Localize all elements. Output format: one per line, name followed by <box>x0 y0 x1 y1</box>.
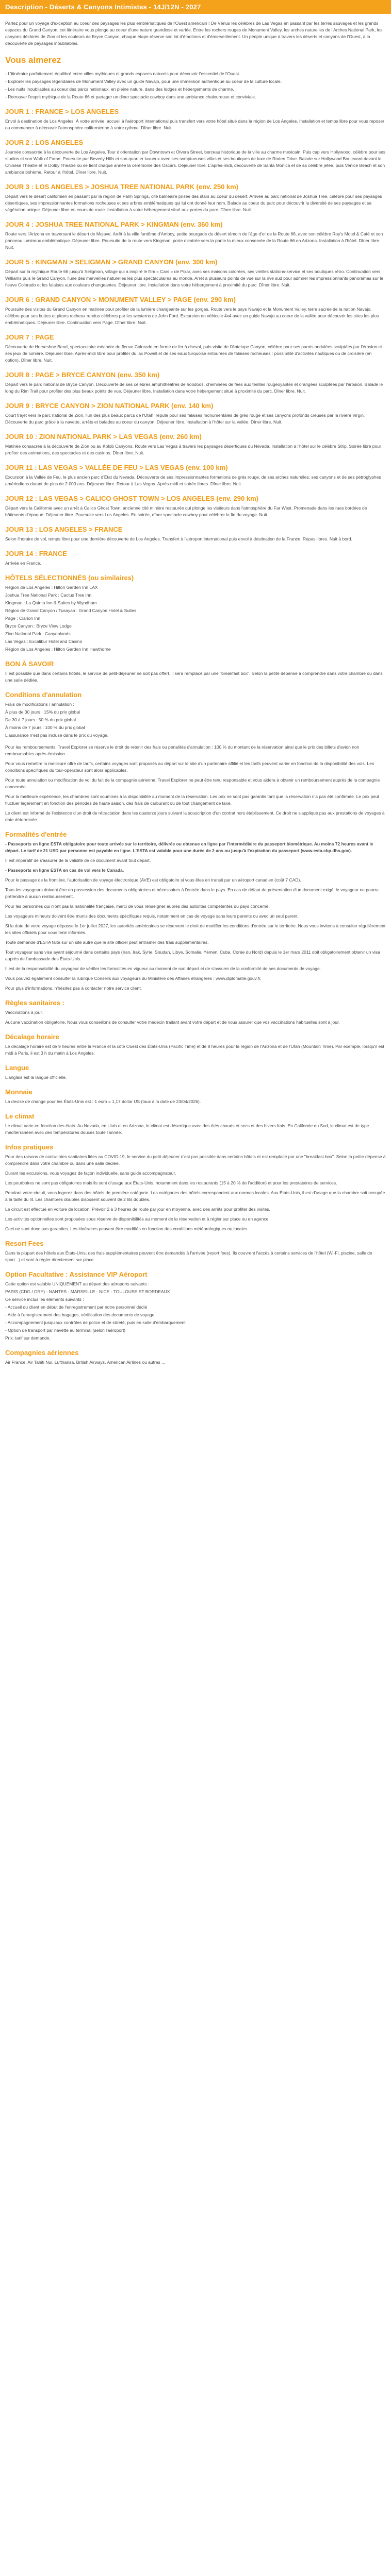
annulation-paragraph: Le client est informé de l'existence d'un droit de rétractation dans les quatorze jours suivant la souscription d'un contrat hors établissement. Ce droit ne s'applique pas aux prestations de voyages à date déterminée. <box>5 810 385 822</box>
day-title: JOUR 13 : LOS ANGELES > FRANCE <box>5 526 123 533</box>
section-title-sanitaires: Règles sanitaires : <box>5 999 64 1007</box>
infos-paragraph: Les pourboires ne sont pas obligatoires mais ils sont d'usage aux États-Unis, notamment dans les restaurants (15 à 20 % de l'addition) et pour les prestataires de services. <box>5 1180 337 1185</box>
intro-text: Partez pour un voyage d'exception au coeur des paysages les plus emblématiques de l'Ouest américain ! De Vénus les célèbres de Las Vegas en passant par les terres sauvages et les grands espaces du Grand Canyon, cet itinéraire vous plonge au coeur d'une nature grandiose et variée. Entre les rochers rouges de Monument Valley, les arches naturelles de l'Arches National Park, les canyons déchirés de Zion et les couleurs de Bryce Canyon, chaque étape réserve son lot d'émotions et d'émerveillement. Un périple unique à travers les déserts et canyons de l'Ouest, à la découverte de paysages inoubliables. <box>5 21 383 46</box>
option-assistance-list <box>5 1281 386 1342</box>
hotels-list <box>5 584 386 653</box>
section-title-vous-aimerez: Vous aimerez <box>5 55 61 65</box>
section-title-option-assistance: Option Facultative : Assistance VIP Aéroport <box>5 1270 148 1278</box>
formalites-paragraph: Vous pouvez également consulter la rubrique Conseils aux voyageurs du Ministère des Affaires étrangères : www.diplomatie.gouv.fr. <box>5 976 262 981</box>
list-item: - L'itinéraire parfaitement équilibré entre villes mythiques et grands espaces naturels pour découvrir l'essentiel de l'Ouest. <box>5 71 240 76</box>
section-title-resort-fees: Resort Fees <box>5 1240 44 1247</box>
resort-fees-text: Dans la plupart des hôtels aux États-Unis, des frais supplémentaires peuvent être demandés à l'arrivée (resort fees). Ils couvrent l'accès à certains services de l'hôtel (Wi-Fi, piscine, salle de sport...) et sont à régler directement sur place. <box>5 1250 372 1262</box>
list-item: L'assurance n'est pas incluse dans le prix du voyage. <box>5 733 109 738</box>
intro <box>5 20 386 47</box>
list-item: Joshua Tree National Park : Cactus Tree Inn <box>5 592 92 598</box>
day-title: JOUR 1 : FRANCE > LOS ANGELES <box>5 108 119 115</box>
day-text: Départ vers le désert californien en passant par la région de Palm Springs, cité balnéaire prisée des stars au coeur du désert. Arrivée au parc national de Joshua Tree, célèbre pour ses paysages désertiques, ses impressionnantes formations rocheuses et ses arbres emblématiques qui lui ont donné leur nom. Balade au coeur du parc pour découvrir la diversité de ses paysages et sa végétation unique. Déjeuner libre en cours de route. Installation à votre hébergement situé aux portes du parc. Dîner libre. Nuit. <box>5 194 382 212</box>
list-item: - Option de transport par navette au terminal (selon l'aéroport) <box>5 1328 126 1333</box>
annulation-paragraph: Pour vous remettre la meilleure offre de tarifs, certains voyages sont proposés au départ sur le site d'un partenaire affilié et les tarifs peuvent varier en fonction de la disponibilité des vols. Les conditions spécifiques du tour-opérateur sont alors applicables. <box>5 761 374 773</box>
day-text: Arrivée en France. <box>5 561 41 566</box>
day-text: Départ vers la Californie avec un arrêt à Calico Ghost Town, ancienne cité minière restaurée qui plonge les visiteurs dans l'atmosphère du Far West. Promenade dans les rues bordées de bâtiments d'époque. Déjeuner libre. Poursuite vers Los Angeles. En soirée, dîner spectacle cowboy pour célébrer la fin du voyage. Nuit. <box>5 505 367 517</box>
monnaie-text: La devise de change pour les États-Unis est : 1 euro = 1,17 dollar US (taux à la date de 23/04/2026). <box>5 1099 201 1104</box>
list-item: - Explorer les paysages légendaires de Monument Valley avec un guide Navajo, pour une immersion authentique au coeur de la culture locale. <box>5 79 282 84</box>
day-title: JOUR 3 : LOS ANGELES > JOSHUA TREE NATIONAL PARK (env. 250 km) <box>5 183 239 191</box>
day-text: Départ vers le parc national de Bryce Canyon. Découverte de ses célèbres amphithéâtres de hoodoos, cheminées de fées aux teintes rougeoyantes et orangées sculptées par l'érosion. Balade le long du Rim Trail pour profiter des plus beaux points de vue. Déjeuner libre. Installation dans votre hébergement situé à proximité du parc. Dîner libre. Nuit. <box>5 382 383 394</box>
day-title: JOUR 9 : BRYCE CANYON > ZION NATIONAL PARK (env. 140 km) <box>5 402 214 410</box>
formalites-paragraph: Pour le passage de la frontière, l'autorisation de voyage électronique (AVE) est obligatoire si vous êtes en transit par un aéroport canadien (coût 7 CAD). <box>5 877 301 883</box>
list-item: Bryce Canyon : Bryce View Lodge <box>5 623 72 629</box>
formalites-paragraph: Il est de la responsabilité du voyageur de vérifier les formalités en vigueur au moment de son départ et de s'assurer de la conformité de ses documents de voyage. <box>5 966 321 971</box>
page-title: Description - Déserts & Canyons Intimistes - 14J/12N - 2027 <box>5 3 201 11</box>
formalites-paragraph: Si la date de votre voyage dépasse le 1er juillet 2027, les autorités américaines se réservent le droit de modifier les conditions d'entrée sur le territoire. Nous vous invitons à consulter régulièrement les sites officiels pour vous tenir informés. <box>5 923 386 935</box>
list-item: Région de Los Angeles : Hilton Garden Inn LAX <box>5 585 98 590</box>
list-item: Région de Grand Canyon / Tusayan : Grand Canyon Hotel & Suites <box>5 608 137 613</box>
list-item: Las Vegas : Excalibur Hotel and Casino <box>5 639 83 644</box>
vous-aimerez-list <box>5 71 386 100</box>
section-title-langue: Langue <box>5 1064 29 1072</box>
day-text: Envol à destination de Los Angeles. À votre arrivée, accueil à l'aéroport international puis transfert vers votre hôtel situé dans la région de Los Angeles. Installation et temps libre pour vous reposer ou commencer à découvrir l'atmosphère californienne à votre rythme. Dîner libre. Nuit. <box>5 118 384 130</box>
annulation-paragraph: Pour la meilleure expérience, les chambres sont soumises à la disponibilité au moment de la réservation. Les prix ne sont pas garantis tant que la réservation n'a pas été confirmée. Le prix peut fluctuer légèrement en fonction des périodes de haute saison, des frais de carburant ou de tout changement de taxe. <box>5 794 379 806</box>
formalites-paragraph: Tout voyageur sans visa ayant séjourné dans certains pays (Iran, Irak, Syrie, Soudan, Libye, Somalie, Yémen, Cuba, Corée du Nord) depuis le 1er mars 2011 doit obligatoirement obtenir un visa auprès de l'ambassade des États-Unis. <box>5 950 380 961</box>
day-text: Journée consacrée à la découverte de Los Angeles. Tour d'orientation par Downtown et Olvera Street, berceau historique de la ville au charme mexicain. Puis cap vers Hollywood, célèbre pour ses studios et son Walk of Fame. Poursuite par Beverly Hills et son quartier luxueux avec ses somptueuses villas et ses boutiques de luxe de Rodeo Drive. Balade sur Hollywood Boulevard devant le Chinese Theatre et le Dolby Theatre où se tient chaque année la cérémonie des Oscars. Déjeuner libre. L'après-midi, découverte de Santa Monica et de sa célèbre jetée, puis Venice Beach et son ambiance bohème. Retour à l'hôtel. Dîner libre. Nuit. <box>5 149 386 175</box>
day-title: JOUR 7 : PAGE <box>5 333 54 341</box>
annulation-paragraph: Pour toute annulation ou modification de vol du fait de la compagnie aérienne, Travel Explorer ne peut être tenu responsable et vous aidera à obtenir un remboursement auprès de la compagnie concernée. <box>5 777 380 789</box>
list-item: - Les nuits inoubliables au coeur des parcs nationaux, en pleine nature, dans des lodges et hébergements de charme. <box>5 87 234 92</box>
list-item: - Accueil du client en début de l'enregistrement par notre personnel dédié <box>5 1304 148 1310</box>
section-title-climat: Le climat <box>5 1112 35 1120</box>
day-text: Matinée consacrée à la découverte de Zion ou au Kolob Canyons. Route vers Las Vegas à travers les paysages désertiques du Nevada. Installation à l'hôtel sur le célèbre Strip. Soirée libre pour profiter des animations, des spectacles et des casinos. Dîner libre. Nuit. <box>5 444 381 455</box>
day-text: Excursion à la Vallée de Feu, le plus ancien parc d'État du Nevada. Découverte de ses impressionnantes formations de grès rouge, de ses arches naturelles, ses canyons et de ses pétroglyphes amérindiens datant de plus de 2 000 ans. Déjeuner libre. Retour à Las Vegas. Après-midi et soirée libres. Dîner libre. Nuit. <box>5 474 381 486</box>
day-text: Court trajet vers le parc national de Zion, l'un des plus beaux parcs de l'Utah, réputé pour ses falaises monumentales de grès rouge et ses canyons profonds creusés par la rivière Virgin. Découverte du parc grâce à la navette, arrêts et balades au coeur du canyon. Déjeuner libre. Installation à l'hôtel sur la vallée. Dîner libre. Nuit. <box>5 413 365 425</box>
list-item: À plus de 30 jours : 15% du prix global <box>5 709 80 715</box>
list-item: Prix: tarif sur demande. <box>5 1335 51 1341</box>
day-text: Route vers l'Arizona en traversant le désert de Mojave. Arrêt à la ville fantôme d'Amboy, petite bourgade du désert témoin de l'âge d'or de la Route 66, avec son célèbre Roy's Motel & Café et son panneau lumineux emblématique. Déjeuner libre. Poursuite de la route vers Kingman, porte d'entrée vers la partie la mieux conservée de la Route 66 en Arizona. Installation à l'hôtel. Dîner libre. Nuit. <box>5 231 383 250</box>
day-title: JOUR 10 : ZION NATIONAL PARK > LAS VEGAS (env. 260 km) <box>5 433 202 440</box>
list-item: Région de Los Angeles : Hilton Garden Inn Hawthorne <box>5 647 111 652</box>
sanitaires-paragraph: Vaccinations à jour. <box>5 1010 43 1015</box>
section-title-annulation: Conditions d'annulation <box>5 691 82 699</box>
list-item: Zion National Park : Canyonlands <box>5 631 71 636</box>
formalites-paragraph: Toute demande d'ESTA faite sur un site autre que le site officiel peut entraîner des frais supplémentaires. <box>5 940 209 945</box>
day-title: JOUR 2 : LOS ANGELES <box>5 139 84 146</box>
day-text: Selon l'horaire de vol, temps libre pour une dernière découverte de Los Angeles. Transfert à l'aéroport international puis envol à destination de la France. Repas libres. Nuit à bord. <box>5 536 352 541</box>
list-item: - Retrouver l'esprit mythique de la Route 66 et partager un diner spectacle cowboy dans une ambiance chaleureuse et conviviale. <box>5 94 256 99</box>
section-title-hotels: HÔTELS SÉLECTIONNÉS (ou similaires) <box>5 574 134 582</box>
climat-text: Le climat varie en fonction des états. Au Nevada, en Utah et en Arizona, le climat est désertique avec des étés chauds et secs et des hivers frais. En Californie du Sud, le climat est de type méditerranéen avec des températures douces toute l'année. <box>5 1123 369 1135</box>
section-title-decalage: Décalage horaire <box>5 1033 59 1041</box>
formalites-paragraph: Il est impératif de s'assurer de la validité de ce document avant tout départ. <box>5 858 151 863</box>
sanitaires-paragraph: Aucune vaccination obligatoire. Nous vous conseillons de consulter votre médecin traitant avant votre départ et de vous assurer que vos vaccinations habituelles sont à jour. <box>5 1020 340 1025</box>
section-title-infos: Infos pratiques <box>5 1143 54 1151</box>
bon-a-savoir-text: Il est possible que dans certains hôtels, le service de petit-déjeuner ne soit pas offert, il sera remplacé par une "breakfast box". Selon la petite dépense à comprendre dans votre chambre ou dans une salle dédiée. <box>5 671 383 683</box>
page-banner <box>0 0 391 14</box>
day-title: JOUR 12 : LAS VEGAS > CALICO GHOST TOWN > LOS ANGELES (env. 290 km) <box>5 495 258 502</box>
list-item: Page : Clarion Inn <box>5 616 41 621</box>
list-item: À moins de 7 jours : 100 % du prix global <box>5 725 85 730</box>
section-title-monnaie: Monnaie <box>5 1088 32 1096</box>
day-text: Poursuite des visites du Grand Canyon en matinée pour profiter de la lumière changeante sur les gorges. Route vers le pays Navajo et la Monument Valley, terre sacrée de la nation Navajo, célèbre pour ses buttes et pitons rocheux rendus célèbres par les westerns de John Ford. Excursion en véhicule 4x4 avec un guide Navajo au coeur de la vallée pour découvrir les sites les plus emblématiques. Déjeuner libre. Continuation vers Page. Dîner libre. Nuit. <box>5 307 379 325</box>
day-text: Départ sur la mythique Route 66 jusqu'à Seligman, village qui a inspiré le film « Cars » de Pixar, avec ses maisons colorées, ses vieilles stations-service et ses boutiques rétro. Continuation vers Williams puis le Grand Canyon, l'une des merveilles naturelles les plus spectaculaires au monde. Arrêt à plusieurs points de vue sur la rive sud pour admirer les impressionnants panoramas sur le fleuve Colorado et les falaises aux couleurs changeantes. Déjeuner libre. Installation dans votre hébergement à proximité du parc. Dîner libre. Nuit. <box>5 269 383 287</box>
compagnies-text: Air France, Air Tahiti Nui, Lufthansa, British Airways, American Airlines ou autres ... <box>5 1360 166 1365</box>
list-item: - Accompagnement jusqu'aux contrôles de police et de sûreté, puis en salle d'embarquement <box>5 1320 186 1325</box>
formalites-paragraph: - Passeports en ligne ESTA obligatoire pour toute arrivée sur le territoire, délivrée ou obtenue en ligne par l'intermédiaire du passeport biométrique. Au moins 72 heures avant le départ. Le tarif de 21 USD par personne est payable en ligne. L'ESTA est valable pour une durée de 2 ans ou jusqu'à l'expiration du passeport (www.esta.cbp.dhs.gov). <box>5 841 373 853</box>
day-text: Découverte de Horseshoe Bend, spectaculaire méandre du fleuve Colorado en forme de fer à cheval, puis visite de l'Antelope Canyon, célèbre pour ses parois ondulées sculptées par l'érosion et ses jeux de lumière. Déjeuner libre. Après-midi libre pour profiter du lac Powell et de ses eaux turquoise entourées de falaises rocheuses : possibilité d'activités nautiques ou de croisière (en option). Dîner libre. Nuit. <box>5 344 382 363</box>
langue-text: L'anglais est la langue officielle. <box>5 1075 67 1080</box>
list-item: PARIS (CDG / ORY) - NANTES - MARSEILLE - NICE - TOULOUSE ET BORDEAUX <box>5 1289 170 1294</box>
annulation-list <box>5 701 386 739</box>
infos-paragraph: Les activités optionnelles sont proposées sous réserve de disponibilités au moment de la réservation et à régler sur place ou en agence. <box>5 1216 270 1222</box>
section-title-bon-a-savoir: BON À SAVOIR <box>5 660 54 668</box>
section-title-formalites: Formalités d'entrée <box>5 831 67 838</box>
infos-paragraph: Ceci ne sont donc pas garanties. Les itinéraires peuvent être modifiés en fonction des conditions météorologiques ou locales. <box>5 1226 249 1231</box>
formalites-paragraph: - Passeports en ligne ESTA en cas de vol vers le Canada. <box>5 868 124 873</box>
itinerary <box>5 108 386 567</box>
infos-paragraph: Le circuit est effectué en voiture de location. Prévoir 2 à 3 heures de route par jour en moyenne, avec des arrêts pour profiter des visites. <box>5 1207 270 1212</box>
list-item: Frais de modifications / annulation : <box>5 702 74 707</box>
formalites-paragraph: Pour plus d'informations, n'hésitez pas à contacter notre service client. <box>5 986 142 991</box>
section-title-compagnies: Compagnies aériennes <box>5 1349 79 1357</box>
infos-paragraph: Pendant votre circuit, vous logerez dans des hôtels de première catégorie. Les catégories des hôtels correspondent aux normes locales. Aux États-Unis, il est d'usage que la chambre soit occupée à la taille du lit. Les chambres doubles disposent souvent de 2 lits doubles. <box>5 1190 385 1202</box>
list-item: Ce service inclus les éléments suivants : <box>5 1297 84 1302</box>
day-title: JOUR 4 : JOSHUA TREE NATIONAL PARK > KINGMAN (env. 360 km) <box>5 221 223 228</box>
infos-paragraph: Pour des raisons de contraintes sanitaires liées au COVID-19, le service du petit-déjeuner n'est pas possible dans certains hôtels et est remplacé par une "breakfast box". Selon la petite dépense à comprendre dans votre chambre ou dans une salle dédiée. <box>5 1154 386 1166</box>
list-item: Kingman : La Quinta Inn & Suites by Wyndham <box>5 600 97 605</box>
day-title: JOUR 8 : PAGE > BRYCE CANYON (env. 350 km) <box>5 371 160 379</box>
annulation-paragraph: Pour les remboursements, Travel Explorer se réserve le droit de retenir des frais ou pénalités d'annulation : 100 % du montant de la réservation ainsi que le prix des billets d'avion non remboursables après émission. <box>5 744 360 756</box>
day-title: JOUR 14 : FRANCE <box>5 550 67 557</box>
list-item: - Aide à l'enregistrement des bagages, vérification des documents de voyage <box>5 1312 155 1317</box>
list-item: De 30 à 7 jours : 50 % du prix global <box>5 717 76 722</box>
formalites-paragraph: Tous les voyageurs doivent être en possession des documents obligatoires et nécessaires à l'entrée dans le pays. En cas de défaut de présentation d'un document exigé, le voyageur ne pourra prétendre à aucun remboursement. <box>5 887 379 899</box>
list-item: Cette option est valable UNIQUEMENT au départ des aéroports suivants : <box>5 1281 150 1286</box>
day-title: JOUR 6 : GRAND CANYON > MONUMENT VALLEY > PAGE (env. 290 km) <box>5 296 236 303</box>
decalage-text: Le décalage horaire est de 9 heures entre la France et la côte Ouest des États-Unis (Pacific Time) et de 8 heures pour la région de l'Arizona et de l'Utah (Mountain Time). Par exemple, lorsqu'il est midi à Paris, il est 3 h du matin à Los Angeles. <box>5 1044 384 1056</box>
day-title: JOUR 5 : KINGMAN > SELIGMAN > GRAND CANYON (env. 300 km) <box>5 258 218 266</box>
day-title: JOUR 11 : LAS VEGAS > VALLÉE DE FEU > LAS VEGAS (env. 100 km) <box>5 464 228 471</box>
formalites-paragraph: Les voyageurs mineurs doivent être munis des documents spécifiques requis, notamment en cas de voyage sans leurs parents ou avec un seul parent. <box>5 913 299 919</box>
formalites-paragraph: Pour les personnes qui n'ont pas la nationalité française, merci de vous renseigner auprès des autorités compétentes du pays concerné. <box>5 904 270 909</box>
infos-paragraph: Durant les excursions, vous voyagez de façon individuelle, sans guide accompagnateur. <box>5 1171 176 1176</box>
